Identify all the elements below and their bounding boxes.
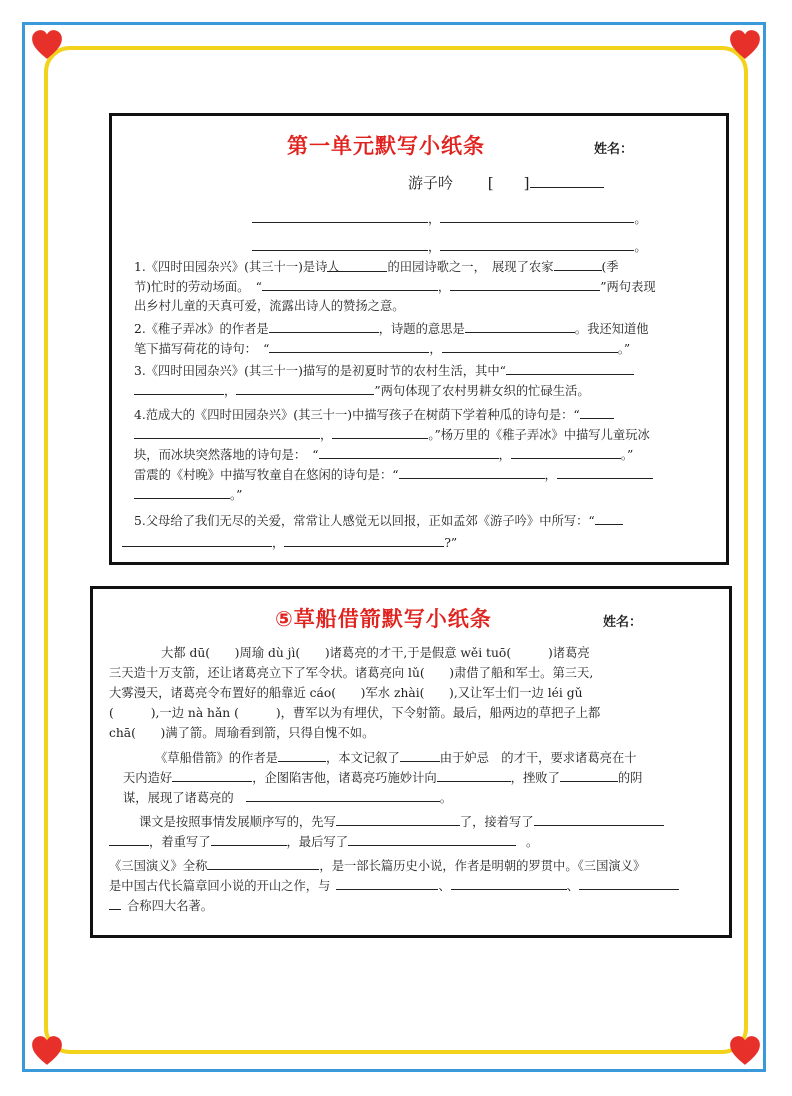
blank[interactable] (109, 833, 149, 846)
text: 谋，展现了诸葛亮的 (123, 791, 234, 805)
blank[interactable] (278, 749, 326, 762)
blank[interactable] (122, 534, 272, 547)
text: 出乡村儿童的天真可爱，流露出诗人的赞扬之意。 (134, 299, 405, 313)
text: 块，而冰块突然落地的诗句是： “ (134, 448, 319, 462)
text: ，挫败了 (510, 771, 560, 785)
blank[interactable] (440, 238, 634, 251)
name-label: 姓名： (594, 142, 634, 157)
blank[interactable] (207, 857, 319, 870)
text: 是中国古代长篇章回小说的开山之作，与 (109, 879, 331, 893)
blank[interactable] (557, 466, 653, 479)
text: 。” (620, 448, 634, 462)
question-3-line-2 (134, 382, 590, 399)
paragraph-1-line-5: chā( )满了箭。周瑜看到箭，只得自愧不如。 (109, 726, 375, 740)
text: 《草船借箭》的作者是 (155, 751, 278, 765)
text: 、 (438, 879, 451, 893)
heart-icon (30, 28, 64, 62)
blank[interactable] (252, 210, 428, 223)
text: ，是一部长篇历史小说，作者是明朝的罗贯中。《三国演义》 (319, 859, 646, 873)
blank[interactable] (506, 362, 634, 375)
blank[interactable] (134, 426, 320, 439)
question-2-line-2 (134, 340, 630, 357)
paragraph-4-line-1 (109, 857, 645, 874)
text: ”两句表现 (600, 280, 656, 294)
blank[interactable] (437, 769, 511, 782)
blank[interactable] (336, 813, 460, 826)
paragraph-2-line-2 (123, 769, 642, 786)
text: 笔下描写荷花的诗句： “ (134, 342, 270, 356)
blank[interactable] (534, 813, 664, 826)
text: ，本文记叙了 (325, 751, 400, 765)
card-title: ⑤草船借箭默写小纸条 (275, 607, 492, 631)
text: ，着重写了 (149, 835, 211, 849)
dictation-card-unit-one (109, 113, 729, 565)
text: 人 (327, 260, 340, 274)
question-1-line-3 (134, 298, 405, 314)
blank[interactable] (332, 426, 428, 439)
punct: ， (428, 212, 441, 226)
paragraph-4-line-2 (109, 877, 679, 894)
text: 天内造好 (123, 771, 173, 785)
punct: 。 (634, 240, 647, 254)
question-1-line-1 (134, 258, 619, 275)
paragraph-4-line-3 (109, 897, 213, 914)
blank[interactable] (451, 877, 567, 890)
blank[interactable] (252, 238, 428, 251)
paragraph-1-line-1: 大都 dū( )周瑜 dù jì( )诸葛亮的才干,于是假意 wěi tuō( )诸葛亮 (161, 646, 590, 660)
text: 的田园诗歌之一， 展现了农家 (387, 260, 554, 274)
blank[interactable] (269, 340, 429, 353)
blank[interactable] (511, 446, 621, 459)
paragraph-2-line-1 (155, 749, 637, 766)
text: ， (429, 342, 442, 356)
paragraph-1-line-2: 三天造十万支箭，还让诸葛亮立下了军令状。诸葛亮向 lǔ( )肃借了船和军士。第三天, (109, 666, 594, 680)
poem-line-1 (252, 210, 647, 227)
punct: 。 (634, 212, 647, 226)
blank[interactable] (336, 877, 438, 890)
text: 3.《四时田园杂兴》(其三十一)描写的是初夏时节的农村生活，其中“ (134, 364, 506, 378)
text: 课文是按照事情发展顺序写的，先写 (139, 815, 336, 829)
blank[interactable] (400, 749, 440, 762)
text: 。”杨万里的《稚子弄冰》中描写儿童玩冰 (428, 428, 650, 442)
question-2-line-1 (134, 320, 649, 337)
text: 。 (439, 791, 452, 805)
blank[interactable] (579, 877, 679, 890)
question-4-line-5 (134, 486, 242, 503)
blank[interactable] (560, 769, 618, 782)
blank[interactable] (262, 278, 438, 291)
text: 。 (526, 835, 539, 849)
paragraph-3-line-1 (139, 813, 664, 830)
text: 。” (230, 488, 243, 502)
blank[interactable] (554, 258, 602, 271)
blank[interactable] (327, 259, 387, 272)
paragraph-1-line-4: ( ),一边 nà hǎn ( )，曹军以为有埋伏，下令射箭。最后，船两边的草把子上都 (109, 706, 601, 720)
text: ， (498, 448, 511, 462)
poem-line-2 (252, 238, 647, 255)
poem-title-text: 游子吟 (408, 174, 454, 192)
text: 了，接着写了 (459, 815, 534, 829)
blank[interactable] (442, 340, 618, 353)
text: ， (320, 428, 333, 442)
text: 5.父母给了我们无尽的关爱，常常让人感觉无以回报，正如孟郊《游子吟》中所写：“ (134, 514, 595, 528)
text: ”两句体现了农村男耕女织的忙碌生活。 (374, 384, 590, 398)
blank[interactable] (580, 406, 614, 419)
text: ， (437, 280, 451, 294)
name-label: 姓名： (603, 615, 643, 630)
question-4-line-2 (134, 426, 650, 443)
paragraph-1-line-3: 大雾漫天，诸葛亮令布置好的船靠近 cáo( )军水 zhài( ),又让军士们一边 léi gǔ (109, 686, 583, 700)
text: 的阴 (617, 771, 643, 785)
heart-icon (728, 28, 762, 62)
text: 合称四大名著。 (127, 899, 214, 913)
blank[interactable] (319, 446, 499, 459)
text: 4.范成大的《四时田园杂兴》(其三十一)中描写孩子在树荫下学着种瓜的诗句是：“ (134, 408, 580, 422)
text: ， (272, 536, 285, 550)
text: (季 (601, 260, 619, 274)
text: 2.《稚子弄冰》的作者是 (134, 322, 269, 336)
blank[interactable] (399, 466, 545, 479)
blank[interactable] (134, 486, 230, 499)
text: ，最后写了 (286, 835, 348, 849)
text: 《三国演义》全称 (109, 859, 208, 873)
blank[interactable] (595, 512, 623, 525)
question-4-line-4 (134, 466, 653, 483)
text: 1.《四时田园杂兴》(其三十一)是诗 (134, 260, 328, 274)
question-3-line-1 (134, 362, 634, 379)
blank[interactable] (269, 320, 379, 333)
text: ， (224, 384, 237, 398)
blank[interactable] (530, 175, 604, 188)
blank[interactable] (465, 320, 575, 333)
heart-icon (30, 1034, 64, 1068)
blank[interactable] (109, 897, 121, 910)
blank[interactable] (348, 833, 516, 846)
text: 。” (617, 342, 631, 356)
text: ?” (444, 536, 458, 550)
text: 雷震的《村晚》中描写牧童自在悠闲的诗句是：“ (134, 468, 399, 482)
text: ，诗题的意思是 (378, 322, 465, 336)
dictation-card-borrowing-arrows (90, 586, 732, 938)
blank[interactable] (211, 833, 287, 846)
question-5-line-2 (122, 534, 457, 551)
question-4-line-3 (134, 446, 633, 463)
card-title: 第一单元默写小纸条 (287, 134, 485, 158)
question-4-line-1 (134, 406, 614, 423)
blank[interactable] (172, 769, 252, 782)
blank[interactable] (450, 278, 600, 291)
text: 由于妒忌 的才干，要求诸葛亮在十 (439, 751, 637, 765)
heart-icon (728, 1034, 762, 1068)
text: ， (544, 468, 557, 482)
text: 节)忙时的劳动场面。 “ (134, 280, 262, 294)
text: 。我还知道他 (574, 322, 649, 336)
poem-title (408, 172, 604, 193)
blank[interactable] (284, 534, 444, 547)
text: 、 (566, 879, 579, 893)
blank[interactable] (236, 382, 374, 395)
author-bracket: [ ] (487, 174, 530, 192)
blank[interactable] (246, 789, 440, 802)
question-5-line-1 (134, 512, 623, 529)
paragraph-3-line-2 (109, 833, 538, 850)
punct: ， (428, 240, 441, 254)
blank[interactable] (134, 382, 224, 395)
paragraph-2-line-3 (123, 789, 452, 806)
text: ，企图陷害他，诸葛亮巧施妙计向 (252, 771, 437, 785)
question-1-line-2 (134, 278, 656, 295)
blank[interactable] (440, 210, 634, 223)
